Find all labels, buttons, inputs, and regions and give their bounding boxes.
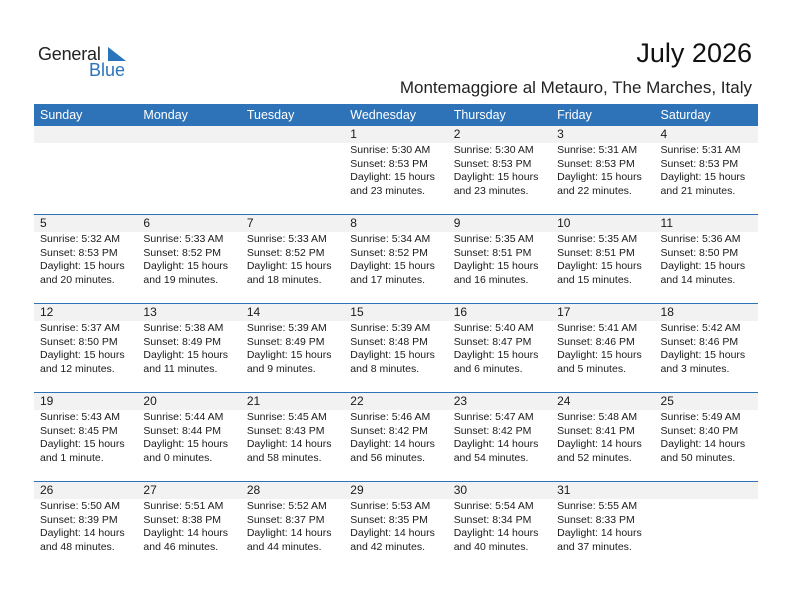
- daylight-text: Daylight: 14 hours: [453, 527, 539, 539]
- week-row: [34, 126, 758, 214]
- sunset-text: Sunset: 8:53 PM: [40, 246, 118, 259]
- daylight-text: Daylight: 15 hours: [143, 349, 229, 361]
- day-cell: [655, 232, 758, 287]
- daylight-text: and 0 minutes.: [143, 451, 213, 464]
- day-cell: [34, 410, 137, 465]
- daylight-text: Daylight: 14 hours: [557, 527, 642, 539]
- sunrise-text: Sunrise: 5:32 AM: [40, 233, 120, 245]
- day-info-row: [34, 321, 758, 376]
- sunrise-text: Sunrise: 5:35 AM: [453, 233, 534, 245]
- day-number: [241, 126, 344, 143]
- daylight-text: Daylight: 15 hours: [660, 349, 746, 361]
- daylight-text: and 6 minutes.: [453, 362, 523, 375]
- location-subtitle: Montemaggiore al Metauro, The Marches, Italy: [399, 78, 752, 97]
- day-cell: [137, 143, 240, 198]
- day-number-row: [34, 304, 758, 321]
- sunrise-text: Sunrise: 5:51 AM: [143, 500, 224, 512]
- day-cell: [551, 321, 654, 376]
- daylight-text: and 58 minutes.: [246, 451, 322, 464]
- sunrise-text: Sunrise: 5:40 AM: [453, 322, 534, 334]
- day-number: 1: [350, 127, 357, 141]
- day-number: 7: [246, 216, 254, 230]
- day-cell: [34, 232, 137, 287]
- sunrise-text: Sunrise: 5:42 AM: [660, 322, 741, 334]
- day-number: 30: [453, 483, 468, 497]
- sunrise-text: Sunrise: 5:46 AM: [350, 411, 431, 423]
- sunset-text: Sunset: 8:51 PM: [453, 246, 532, 259]
- sunrise-text: Sunrise: 5:31 AM: [660, 144, 741, 156]
- day-number: 27: [143, 483, 157, 497]
- daylight-text: Daylight: 15 hours: [453, 171, 539, 183]
- sunrise-text: Sunrise: 5:50 AM: [40, 500, 120, 512]
- daylight-text: Daylight: 15 hours: [246, 349, 332, 361]
- sunset-text: Sunset: 8:47 PM: [453, 335, 532, 348]
- sunset-text: Sunset: 8:50 PM: [40, 335, 118, 348]
- day-number: 20: [143, 394, 157, 408]
- logo-blue-text: Blue: [89, 60, 126, 80]
- day-number: 21: [246, 394, 261, 408]
- daylight-text: Daylight: 15 hours: [557, 260, 642, 272]
- logo-triangle-icon: [108, 47, 126, 61]
- sunset-text: Sunset: 8:53 PM: [453, 157, 532, 170]
- day-number: 28: [246, 483, 261, 497]
- day-number: [34, 126, 137, 143]
- week-row: [34, 214, 758, 303]
- day-number: 18: [660, 305, 674, 319]
- sunset-text: Sunset: 8:53 PM: [350, 157, 428, 170]
- logo: [38, 44, 138, 84]
- sunrise-text: Sunrise: 5:34 AM: [350, 233, 431, 245]
- day-cell: [448, 499, 551, 554]
- day-cell: [344, 143, 447, 198]
- day-cell: [655, 499, 758, 554]
- day-number: 29: [350, 483, 364, 497]
- daylight-text: Daylight: 15 hours: [453, 349, 539, 361]
- sunrise-text: Sunrise: 5:44 AM: [143, 411, 224, 423]
- weekday-monday: Monday: [143, 108, 188, 122]
- day-number: 15: [350, 305, 364, 319]
- day-number: 16: [453, 305, 468, 319]
- day-cell: [344, 410, 447, 465]
- sunset-text: Sunset: 8:45 PM: [40, 424, 118, 437]
- daylight-text: and 18 minutes.: [246, 273, 322, 286]
- sunrise-text: Sunrise: 5:47 AM: [453, 411, 534, 423]
- sunset-text: Sunset: 8:46 PM: [660, 335, 739, 348]
- sunset-text: Sunset: 8:35 PM: [350, 513, 428, 526]
- day-number: 5: [40, 216, 47, 230]
- sunrise-text: Sunrise: 5:36 AM: [660, 233, 741, 245]
- daylight-text: and 3 minutes.: [660, 362, 730, 375]
- daylight-text: and 19 minutes.: [143, 273, 219, 286]
- day-number: 13: [143, 305, 157, 319]
- day-number: 3: [557, 127, 564, 141]
- day-cell: [551, 410, 654, 465]
- day-cell: [34, 499, 137, 554]
- sunrise-text: Sunrise: 5:41 AM: [557, 322, 638, 334]
- sunrise-text: Sunrise: 5:39 AM: [350, 322, 431, 334]
- daylight-text: Daylight: 15 hours: [660, 171, 746, 183]
- day-number-row: [34, 215, 758, 232]
- sunset-text: Sunset: 8:51 PM: [557, 246, 635, 259]
- daylight-text: and 14 minutes.: [660, 273, 736, 286]
- sunset-text: Sunset: 8:49 PM: [143, 335, 222, 348]
- day-number-row: [34, 126, 758, 143]
- day-number: 23: [453, 394, 468, 408]
- sunrise-text: Sunrise: 5:43 AM: [40, 411, 120, 423]
- day-number: 8: [350, 216, 357, 230]
- weeks-container: [34, 126, 758, 570]
- daylight-text: and 5 minutes.: [557, 362, 626, 375]
- sunrise-text: Sunrise: 5:37 AM: [40, 322, 120, 334]
- daylight-text: and 42 minutes.: [350, 540, 425, 553]
- daylight-text: and 16 minutes.: [453, 273, 529, 286]
- daylight-text: Daylight: 15 hours: [40, 349, 125, 361]
- day-cell: [655, 321, 758, 376]
- sunset-text: Sunset: 8:33 PM: [557, 513, 635, 526]
- day-cell: [344, 321, 447, 376]
- daylight-text: and 9 minutes.: [246, 362, 316, 375]
- daylight-text: and 48 minutes.: [40, 540, 115, 553]
- day-number: 6: [143, 216, 151, 230]
- daylight-text: Daylight: 15 hours: [660, 260, 746, 272]
- sunrise-text: Sunrise: 5:39 AM: [246, 322, 327, 334]
- sunset-text: Sunset: 8:41 PM: [557, 424, 635, 437]
- day-cell: [551, 143, 654, 198]
- daylight-text: and 40 minutes.: [453, 540, 529, 553]
- weekday-saturday: Saturday: [660, 108, 711, 122]
- daylight-text: Daylight: 14 hours: [246, 438, 332, 450]
- day-number: [137, 126, 240, 143]
- daylight-text: and 15 minutes.: [557, 273, 632, 286]
- day-number: 31: [557, 483, 571, 497]
- week-row: [34, 303, 758, 392]
- sunset-text: Sunset: 8:46 PM: [557, 335, 635, 348]
- daylight-text: and 50 minutes.: [660, 451, 736, 464]
- sunrise-text: Sunrise: 5:31 AM: [557, 144, 638, 156]
- sunrise-text: Sunrise: 5:49 AM: [660, 411, 741, 423]
- day-cell: [241, 321, 344, 376]
- day-cell: [344, 499, 447, 554]
- daylight-text: Daylight: 15 hours: [246, 260, 332, 272]
- daylight-text: Daylight: 15 hours: [40, 438, 125, 450]
- weekday-thursday: Thursday: [453, 108, 506, 122]
- day-info-row: [34, 499, 758, 554]
- sunset-text: Sunset: 8:34 PM: [453, 513, 532, 526]
- day-number: 19: [40, 394, 54, 408]
- week-row: [34, 481, 758, 570]
- daylight-text: Daylight: 14 hours: [143, 527, 229, 539]
- daylight-text: and 46 minutes.: [143, 540, 219, 553]
- day-number-row: [34, 482, 758, 499]
- sunset-text: Sunset: 8:43 PM: [246, 424, 325, 437]
- day-number: 9: [453, 216, 461, 230]
- day-cell: [448, 321, 551, 376]
- weekday-header: [34, 104, 758, 126]
- sunset-text: Sunset: 8:53 PM: [660, 157, 739, 170]
- weekday-friday: Friday: [557, 108, 592, 122]
- daylight-text: Daylight: 15 hours: [40, 260, 125, 272]
- sunset-text: Sunset: 8:52 PM: [143, 246, 222, 259]
- sunset-text: Sunset: 8:48 PM: [350, 335, 428, 348]
- day-cell: [34, 321, 137, 376]
- daylight-text: Daylight: 14 hours: [350, 438, 435, 450]
- day-cell: [655, 410, 758, 465]
- sunset-text: Sunset: 8:52 PM: [246, 246, 325, 259]
- daylight-text: and 21 minutes.: [660, 184, 736, 197]
- daylight-text: Daylight: 15 hours: [557, 349, 642, 361]
- sunrise-text: Sunrise: 5:35 AM: [557, 233, 638, 245]
- day-cell: [241, 410, 344, 465]
- daylight-text: Daylight: 14 hours: [660, 438, 746, 450]
- day-number: 24: [557, 394, 571, 408]
- daylight-text: and 12 minutes.: [40, 362, 115, 375]
- daylight-text: Daylight: 15 hours: [350, 171, 435, 183]
- sunrise-text: Sunrise: 5:33 AM: [246, 233, 327, 245]
- daylight-text: Daylight: 15 hours: [143, 260, 229, 272]
- sunset-text: Sunset: 8:49 PM: [246, 335, 325, 348]
- day-cell: [241, 143, 344, 198]
- sunrise-text: Sunrise: 5:48 AM: [557, 411, 638, 423]
- sunset-text: Sunset: 8:42 PM: [350, 424, 428, 437]
- day-cell: [655, 143, 758, 198]
- daylight-text: and 54 minutes.: [453, 451, 529, 464]
- sunrise-text: Sunrise: 5:30 AM: [350, 144, 431, 156]
- logo-general-text: General: [38, 44, 101, 64]
- day-info-row: [34, 143, 758, 198]
- day-cell: [137, 232, 240, 287]
- day-number: [655, 482, 758, 499]
- sunrise-text: Sunrise: 5:38 AM: [143, 322, 224, 334]
- daylight-text: Daylight: 14 hours: [453, 438, 539, 450]
- sunset-text: Sunset: 8:42 PM: [453, 424, 532, 437]
- daylight-text: and 17 minutes.: [350, 273, 425, 286]
- day-cell: [551, 499, 654, 554]
- day-number: 11: [660, 216, 673, 230]
- day-number: 14: [246, 305, 261, 319]
- daylight-text: and 56 minutes.: [350, 451, 425, 464]
- daylight-text: and 23 minutes.: [350, 184, 425, 197]
- calendar: [34, 104, 758, 570]
- day-number-row: [34, 393, 758, 410]
- day-cell: [551, 232, 654, 287]
- sunset-text: Sunset: 8:39 PM: [40, 513, 118, 526]
- sunset-text: Sunset: 8:37 PM: [246, 513, 325, 526]
- day-cell: [34, 143, 137, 198]
- weekday-wednesday: Wednesday: [350, 108, 417, 122]
- sunset-text: Sunset: 8:38 PM: [143, 513, 222, 526]
- day-cell: [448, 143, 551, 198]
- day-cell: [448, 410, 551, 465]
- day-number: 2: [453, 127, 461, 141]
- day-cell: [241, 232, 344, 287]
- sunset-text: Sunset: 8:53 PM: [557, 157, 635, 170]
- sunset-text: Sunset: 8:50 PM: [660, 246, 739, 259]
- daylight-text: Daylight: 15 hours: [557, 171, 642, 183]
- daylight-text: Daylight: 14 hours: [350, 527, 435, 539]
- sunrise-text: Sunrise: 5:33 AM: [143, 233, 224, 245]
- daylight-text: and 37 minutes.: [557, 540, 632, 553]
- day-number: 17: [557, 305, 571, 319]
- day-number: 25: [660, 394, 674, 408]
- weekday-tuesday: Tuesday: [246, 108, 295, 122]
- daylight-text: and 23 minutes.: [453, 184, 529, 197]
- daylight-text: and 11 minutes.: [143, 362, 218, 375]
- daylight-text: Daylight: 14 hours: [246, 527, 332, 539]
- sunrise-text: Sunrise: 5:55 AM: [557, 500, 638, 512]
- daylight-text: and 52 minutes.: [557, 451, 632, 464]
- day-number: 26: [40, 483, 54, 497]
- sunrise-text: Sunrise: 5:45 AM: [246, 411, 327, 423]
- daylight-text: and 1 minute.: [40, 451, 104, 464]
- daylight-text: and 8 minutes.: [350, 362, 420, 375]
- day-number: 22: [350, 394, 364, 408]
- daylight-text: Daylight: 14 hours: [40, 527, 125, 539]
- sunrise-text: Sunrise: 5:30 AM: [453, 144, 534, 156]
- day-number: 10: [557, 216, 571, 230]
- week-row: [34, 392, 758, 481]
- daylight-text: and 44 minutes.: [246, 540, 322, 553]
- daylight-text: and 20 minutes.: [40, 273, 115, 286]
- day-cell: [137, 499, 240, 554]
- weekday-sunday: Sunday: [40, 108, 83, 122]
- daylight-text: Daylight: 15 hours: [350, 349, 435, 361]
- daylight-text: Daylight: 14 hours: [557, 438, 642, 450]
- daylight-text: Daylight: 15 hours: [350, 260, 435, 272]
- sunset-text: Sunset: 8:52 PM: [350, 246, 428, 259]
- page-title: July 2026: [636, 38, 752, 68]
- sunrise-text: Sunrise: 5:52 AM: [246, 500, 327, 512]
- sunrise-text: Sunrise: 5:53 AM: [350, 500, 431, 512]
- day-cell: [344, 232, 447, 287]
- day-info-row: [34, 410, 758, 465]
- day-number: 12: [40, 305, 54, 319]
- day-cell: [137, 321, 240, 376]
- day-cell: [448, 232, 551, 287]
- day-number: 4: [660, 127, 668, 141]
- day-info-row: [34, 232, 758, 287]
- daylight-text: Daylight: 15 hours: [453, 260, 539, 272]
- sunrise-text: Sunrise: 5:54 AM: [453, 500, 534, 512]
- daylight-text: Daylight: 15 hours: [143, 438, 229, 450]
- sunset-text: Sunset: 8:40 PM: [660, 424, 739, 437]
- day-cell: [137, 410, 240, 465]
- daylight-text: and 22 minutes.: [557, 184, 632, 197]
- sunset-text: Sunset: 8:44 PM: [143, 424, 222, 437]
- day-cell: [241, 499, 344, 554]
